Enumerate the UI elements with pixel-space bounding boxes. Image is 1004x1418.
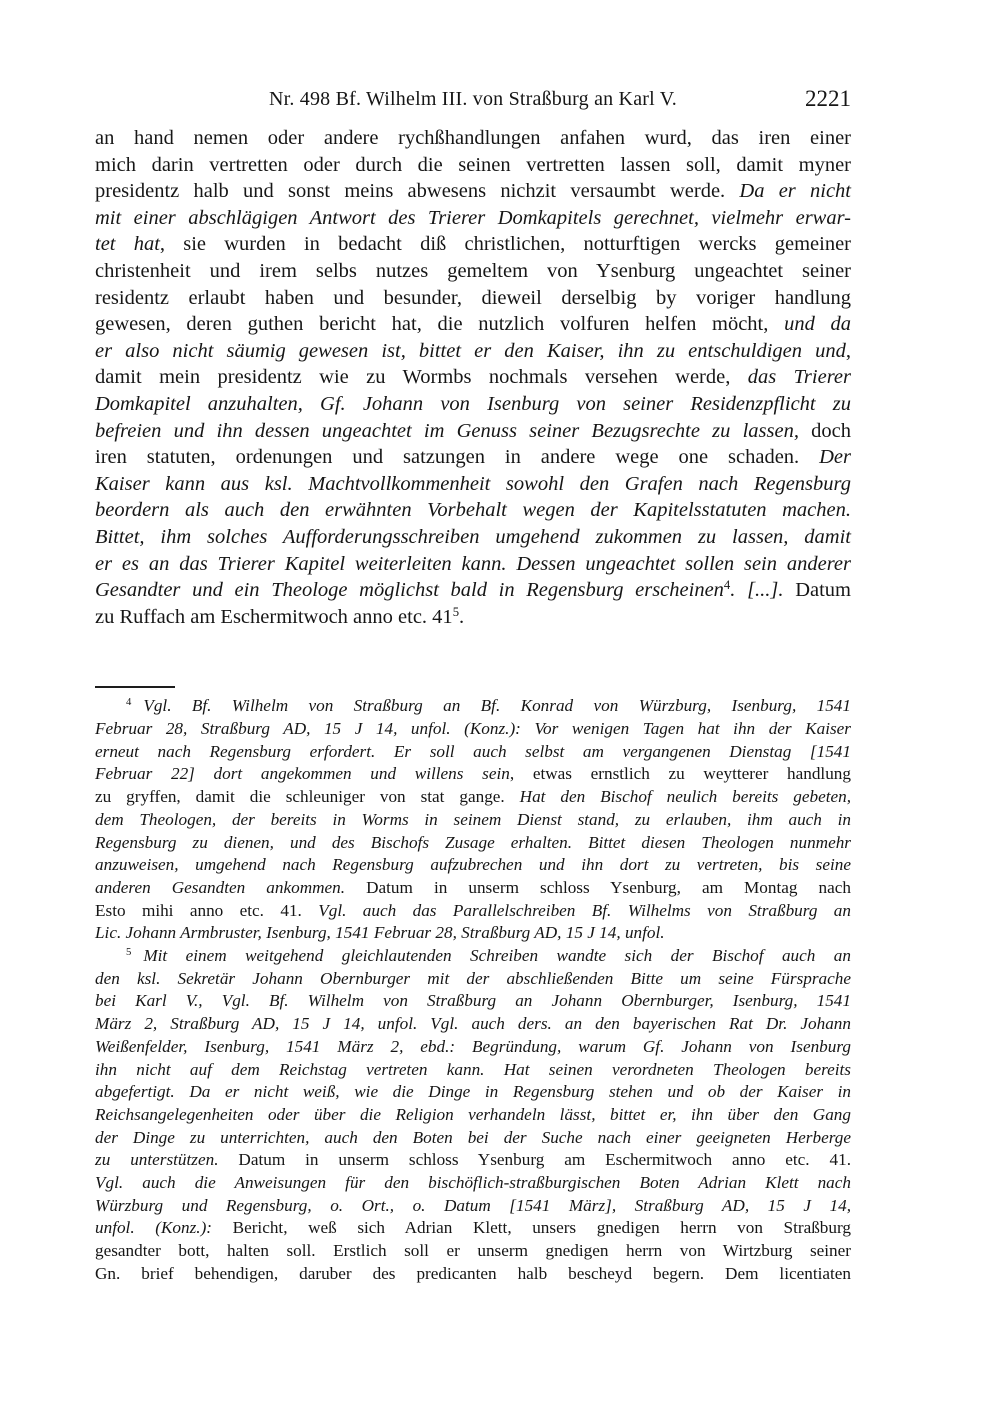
text-run: Regensburg zu dienen, und des Bischofs Zusage erhalten. Bittet diesen Theologen nunmehr [95, 832, 851, 852]
body-line [95, 311, 851, 338]
text-run: . [459, 605, 465, 628]
footnote-line [95, 968, 851, 991]
text-run: Mit einem weitgehend gleichlautenden Schreiben wandte sich der Bischof auch an [143, 946, 851, 966]
text-run: residentz erlaubt haben und besunder, dieweil derselbig by voriger handlung [95, 286, 851, 309]
footnote-line [95, 1149, 851, 1172]
text-run: Gn. brief behendigen, daruber des predicanten halb bescheyd begern. Dem licentiaten [95, 1263, 851, 1283]
text-run: damit mein presidentz wie zu Wormbs nochmals versehen werde, [95, 366, 748, 389]
footnote-line [95, 990, 851, 1013]
footnote-line [95, 1217, 851, 1240]
text-run: . [...]. [730, 579, 784, 602]
footnote-4 [95, 695, 851, 945]
page-number: 2221 [805, 86, 851, 111]
text-run: Februar 28, Straßburg AD, 15 J 14, unfol. (Konz.): Vor wenigen Tagen hat ihn der Kaiser [95, 718, 851, 738]
text-run: er es an das Trierer Kapitel weiterleiten kann. Dessen ungeachtet sollen sein anderer [95, 552, 851, 575]
text-run: mich darin vertretten oder durch die seinen vertretten lassen soll, damit myner [95, 153, 851, 176]
text-run: , etwas ernstlich zu weytterer handlung [509, 764, 851, 784]
body-line [95, 152, 851, 179]
body-line [95, 551, 851, 578]
text-run: christenheit und irem selbs nutzes gemeltem von Ysenburg ungeachtet seiner [95, 259, 851, 282]
footnote-line [95, 1036, 851, 1059]
text-run: den ksl. Sekretär Johann Obernburger mit der abschließenden Bitte um seine Fürsprache [95, 968, 851, 988]
body-line [95, 205, 851, 232]
text-run: gesandter bott, halten soll. Erstlich soll er unserm gnedigen herrn von Wirtzburg seiner [95, 1241, 851, 1261]
text-run: Vgl. auch die Anweisungen für den bischöflich-straßburgischen Boten Adrian Klett nach [95, 1173, 851, 1193]
footnote-line [95, 1104, 851, 1127]
text-run: Datum [783, 579, 851, 602]
text-run: und da [784, 313, 851, 336]
text-run: das Trierer [747, 366, 851, 389]
text-run: erneut nach Regensburg erfordert. Er soll auch selbst am vergangenen Dienstag [1541 [95, 741, 851, 761]
text-run: presidentz halb und sonst meins abwesens nichzit versaumbt werde. [95, 180, 740, 203]
letter-body [95, 125, 851, 630]
body-line [95, 178, 851, 205]
body-line [95, 125, 851, 152]
footnote-ref: 5 [452, 604, 460, 619]
footnote-ref: 4 [723, 578, 731, 593]
text-run: ihn nicht auf dem Reichstag vertreten kann. Hat seinen verordneten Theologen bereits [95, 1059, 851, 1079]
text-run: Da er nicht [739, 180, 852, 203]
text-run: März 2, Straßburg AD, 15 J 14, unfol. Vgl. auch ders. an den bayerischen Rat Dr. Johann [95, 1014, 851, 1034]
footnote-line [95, 877, 851, 900]
footnote-line [95, 741, 851, 764]
text-run: Der [819, 446, 851, 469]
text-run: Hat den Bischof neulich bereits gebeten, [519, 787, 851, 807]
footnote-line [95, 1059, 851, 1082]
text-run: iren statuten, ordenungen und satzungen in andere wege one schaden. [95, 446, 820, 469]
body-line [95, 524, 851, 551]
footnote-line [95, 922, 851, 945]
body-line [95, 604, 851, 631]
text-run: befreien und ihn dessen ungeachtet im Genuss seiner Bezugsrechte zu lassen, [95, 419, 799, 442]
body-line [95, 338, 851, 365]
footnote-line [95, 763, 851, 786]
text-run: gewesen, deren guthen bericht hat, die nutzlich volfuren helfen möcht, [95, 313, 785, 336]
text-run: , sie wurden in bedacht diß christlichen, notturftigen wercks gemeiner [159, 233, 851, 256]
text-run: unfol. (Konz.): [95, 1218, 213, 1238]
text-run: Datum in unserm schloss Ysenburg, am Montag nach [345, 877, 851, 897]
footnote-marker: 4 [126, 697, 132, 709]
footnote-separator-rule [95, 686, 175, 688]
text-run: Würzburg und Regensburg, o. Ort., o. Datum [1541 März], Straßburg AD, 15 J 14, [95, 1195, 851, 1215]
text-run: Lic. Johann Armbruster, Isenburg, 1541 Februar 28, Straßburg AD, 15 J 14, unfol. [95, 923, 665, 943]
text-run: tet hat [95, 233, 160, 256]
text-run: Esto mihi anno etc. 41. [95, 900, 319, 920]
footnote-marker: 5 [126, 947, 132, 959]
footnote-line [95, 1263, 851, 1286]
text-run: der Dinge zu unterrichten, auch den Boten bei der Suche nach einer geeigneten Herberge [95, 1127, 851, 1147]
page-header [95, 86, 851, 112]
footnote-line [95, 1127, 851, 1150]
footnotes-section [95, 695, 851, 1285]
text-run: dem Theologen, der bereits in Worms in seinem Dienst stand, zu erlauben, ihm auch in [95, 809, 851, 829]
footnote-line [95, 1240, 851, 1263]
text-run: Datum in unserm schloss Ysenburg am Eschermitwoch anno etc. 41. [218, 1150, 851, 1170]
text-run: zu unterstützen. [95, 1150, 219, 1170]
footnote-line [95, 945, 851, 968]
body-line [95, 577, 851, 604]
running-title: Nr. 498 Bf. Wilhelm III. von Straßburg an Karl V. [268, 88, 678, 110]
body-line [95, 418, 851, 445]
footnote-line [95, 786, 851, 809]
footnote-line [95, 900, 851, 923]
text-run: beordern als auch den erwähnten Vorbehalt wegen der Kapitelsstatuten machen. [95, 499, 851, 522]
body-line [95, 497, 851, 524]
text-run: Reichsangelegenheiten oder über die Religion verhandeln lässt, bittet er, ihn über den Gang [95, 1104, 851, 1124]
text-run: Weißenfelder, Isenburg, 1541 März 2, ebd.: Begründung, warum Gf. Johann von Isenburg [95, 1036, 851, 1056]
text-run: mit einer abschlägigen Antwort des Trierer Domkapitels gerechnet, vielmehr erwar- [95, 206, 851, 229]
footnote-line [95, 718, 851, 741]
text-run: an hand nemen oder andere rychßhandlungen anfahen wurd, das iren einer [95, 127, 851, 149]
footnote-line [95, 1195, 851, 1218]
footnote-line [95, 832, 851, 855]
text-run: abgefertigt. Da er nicht weiß, wie die Dinge in Regensburg stehen und ob der Kaiser in [95, 1082, 851, 1102]
body-line [95, 258, 851, 285]
footnote-line [95, 1013, 851, 1036]
footnote-line [95, 809, 851, 832]
body-line [95, 364, 851, 391]
text-run: doch [798, 419, 851, 442]
body-line [95, 285, 851, 312]
text-run: Bericht, weß sich Adrian Klett, unsers gnedigen herrn von Straßburg [212, 1218, 851, 1238]
text-run: Domkapitel anzuhalten, Gf. Johann von Isenburg von seiner Residenzpflicht zu [95, 392, 851, 415]
body-line [95, 231, 851, 258]
text-run: , [845, 339, 851, 362]
footnote-line [95, 1081, 851, 1104]
text-run: Kaiser kann aus ksl. Machtvollkommenheit sowohl den Grafen nach Regensburg [95, 472, 851, 495]
body-line [95, 444, 851, 471]
text-run: zu gryffen, damit die schleuniger von stat gange. [95, 787, 520, 807]
text-run: anzuweisen, umgehend nach Regensburg aufzubrechen und ihn dort zu vertreten, bis seine [95, 855, 851, 875]
text-run: Vgl. Bf. Wilhelm von Straßburg an Bf. Konrad von Würzburg, Isenburg, 1541 [143, 696, 851, 716]
text-run: er also nicht säumig gewesen ist, bittet er den Kaiser, ihn zu entschuldigen und [95, 339, 846, 362]
text-run: zu Ruffach am Eschermitwoch anno etc. 41 [95, 605, 453, 628]
footnote-line [95, 1172, 851, 1195]
footnote-5 [95, 945, 851, 1286]
text-run: Februar 22] dort angekommen und willens sein [95, 764, 510, 784]
body-line [95, 391, 851, 418]
footnote-line [95, 854, 851, 877]
text-run: bei Karl V., Vgl. Bf. Wilhelm von Straßburg an Johann Obernburger, Isenburg, 1541 [95, 991, 851, 1011]
body-line [95, 471, 851, 498]
text-run: anderen Gesandten ankommen. [95, 877, 346, 897]
text-run: Bittet, ihm solches Aufforderungsschreiben umgehend zukommen zu lassen, damit [95, 525, 851, 548]
text-run: Gesandter und ein Theologe möglichst bald in Regensburg erscheinen [95, 579, 724, 602]
footnote-line [95, 695, 851, 718]
text-run: Vgl. auch das Parallelschreiben Bf. Wilhelms von Straßburg an [318, 900, 851, 920]
